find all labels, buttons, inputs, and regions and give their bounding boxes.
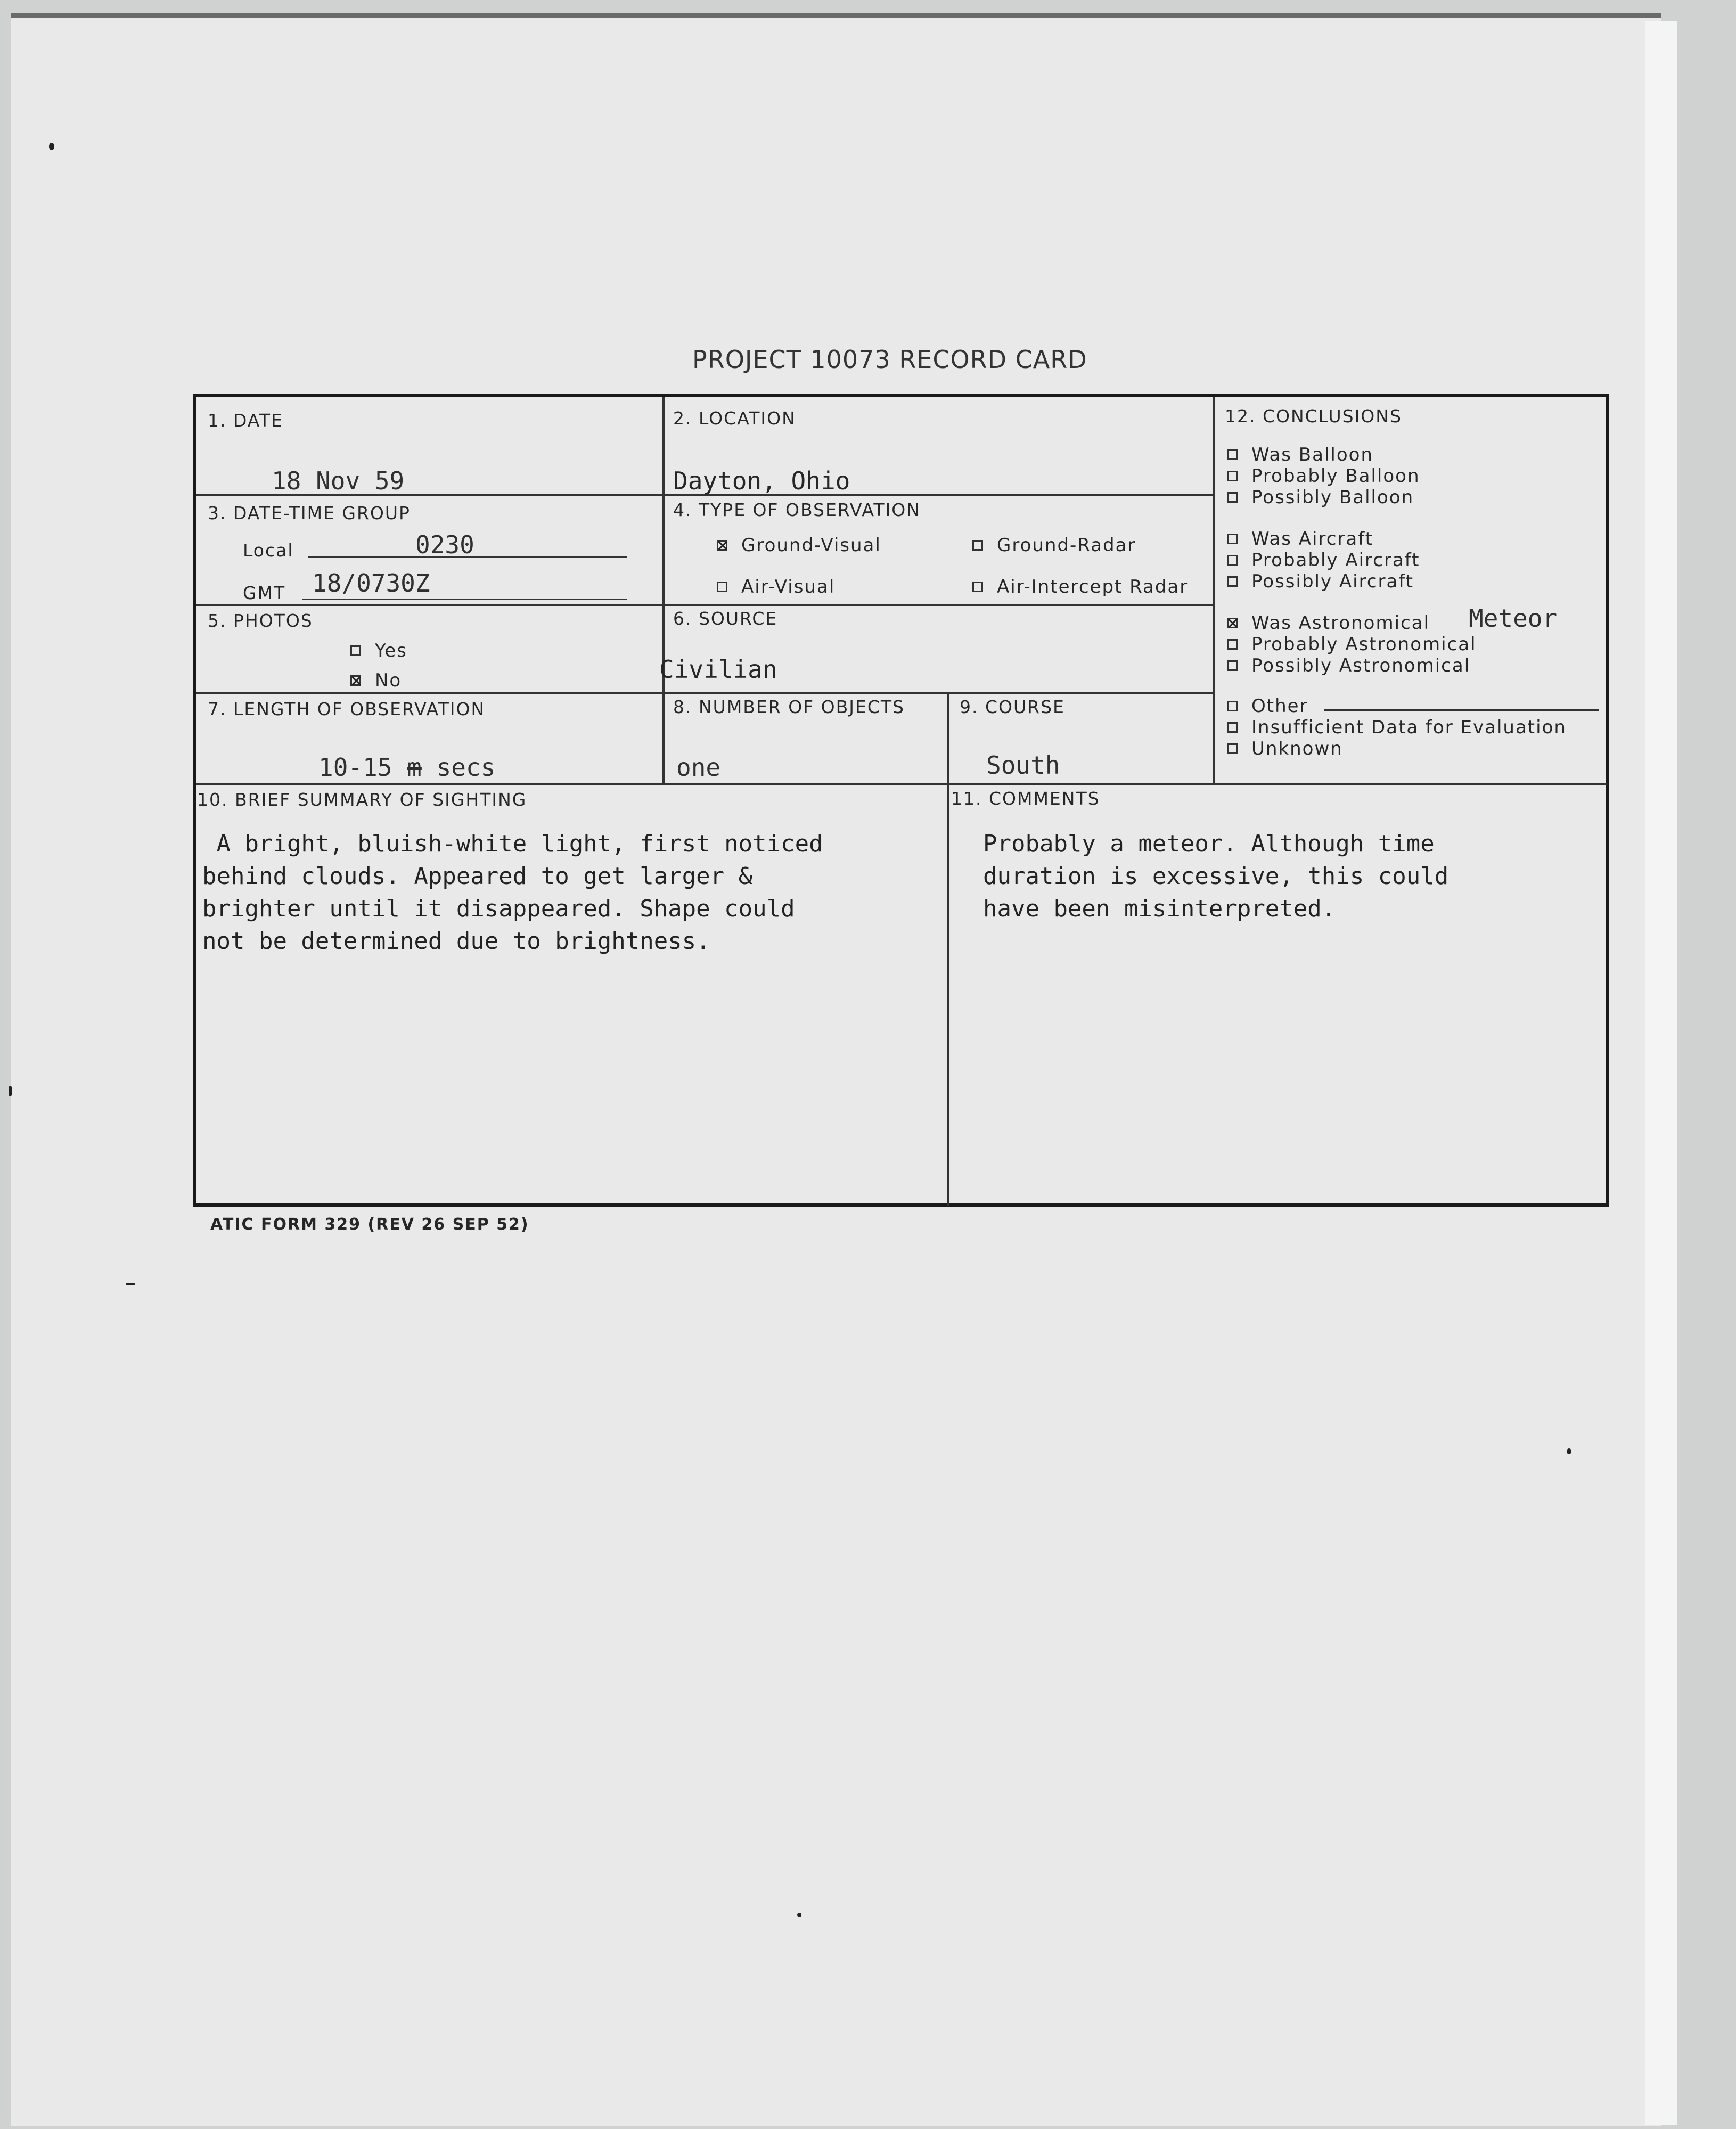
checkbox-icon[interactable] [972, 582, 983, 592]
course-label: 9. COURSE [960, 697, 1065, 717]
option-unknown[interactable]: Unknown [1227, 738, 1343, 759]
summary-text: A bright, bluish-white light, first noticed behind clouds. Appeared to get larger & brighter until it disappeared. Shape could not be determined due to brightness. [202, 830, 823, 955]
location-value: Dayton, Ohio [673, 466, 850, 495]
card-title: PROJECT 10073 RECORD CARD [692, 345, 1087, 374]
gmt-line [302, 599, 627, 600]
grid-line [662, 397, 665, 783]
gmt-value: 18/0730Z [312, 569, 430, 597]
summary-label: 10. BRIEF SUMMARY OF SIGHTING [197, 789, 527, 810]
gmt-label: GMT [243, 583, 286, 603]
speck [797, 1913, 801, 1917]
option-ground-visual[interactable]: Ground-Visual [717, 535, 881, 556]
checkbox-icon[interactable] [717, 582, 727, 592]
speck [1567, 1448, 1571, 1454]
observation-type-label: 4. TYPE OF OBSERVATION [673, 500, 921, 520]
course-value: South [986, 751, 1060, 780]
date-label: 1. DATE [208, 410, 283, 431]
local-time-value: 0230 [415, 530, 474, 559]
option-air-intercept-radar[interactable]: Air-Intercept Radar [972, 576, 1188, 597]
checkbox-icon[interactable] [717, 540, 727, 551]
source-value: Civilian [659, 655, 777, 684]
grid-line [1213, 397, 1215, 783]
option-possibly-astronomical[interactable]: Possibly Astronomical [1227, 655, 1470, 676]
checkbox-icon[interactable] [1227, 449, 1238, 460]
option-insufficient-data[interactable]: Insufficient Data for Evaluation [1227, 717, 1567, 738]
grid-line [196, 783, 1607, 785]
form-footer: ATIC FORM 329 (REV 26 SEP 52) [210, 1215, 529, 1234]
comments-text: Probably a meteor. Although time duration is excessive, this could have been misinterpreted. [983, 830, 1449, 922]
speck [9, 1086, 12, 1096]
checkbox-icon[interactable] [350, 675, 361, 686]
grid-line [196, 692, 1213, 694]
option-was-astronomical[interactable]: Was Astronomical [1227, 612, 1430, 634]
option-photos-yes[interactable]: Yes [350, 640, 407, 661]
checkbox-icon[interactable] [972, 540, 983, 551]
checkbox-icon[interactable] [1227, 471, 1238, 481]
struck-text: m [407, 753, 422, 782]
photos-label: 5. PHOTOS [208, 610, 313, 631]
checkbox-icon[interactable] [1227, 576, 1238, 587]
length-value: 10-15 m secs [318, 753, 496, 782]
other-line [1324, 709, 1599, 711]
option-other[interactable]: Other [1227, 695, 1308, 717]
option-air-visual[interactable]: Air-Visual [717, 576, 835, 597]
checkbox-icon[interactable] [1227, 492, 1238, 503]
grid-line [947, 692, 949, 1206]
checkbox-icon[interactable] [1227, 618, 1238, 628]
grid-line [196, 604, 1213, 606]
date-value: 18 Nov 59 [272, 466, 405, 495]
speck [126, 1283, 135, 1285]
length-label: 7. LENGTH OF OBSERVATION [208, 699, 486, 719]
location-label: 2. LOCATION [673, 408, 796, 429]
option-probably-astronomical[interactable]: Probably Astronomical [1227, 634, 1477, 655]
sheet-edge [1645, 21, 1677, 2125]
checkbox-icon[interactable] [1227, 660, 1238, 671]
option-ground-radar[interactable]: Ground-Radar [972, 535, 1136, 556]
option-possibly-aircraft[interactable]: Possibly Aircraft [1227, 571, 1414, 592]
checkbox-icon[interactable] [350, 645, 361, 656]
checkbox-icon[interactable] [1227, 743, 1238, 754]
checkbox-icon[interactable] [1227, 534, 1238, 544]
local-time-label: Local [243, 540, 294, 561]
option-probably-balloon[interactable]: Probably Balloon [1227, 465, 1420, 487]
option-probably-aircraft[interactable]: Probably Aircraft [1227, 550, 1420, 571]
checkbox-icon[interactable] [1227, 555, 1238, 566]
speck [49, 143, 54, 150]
option-was-aircraft[interactable]: Was Aircraft [1227, 528, 1373, 550]
checkbox-icon[interactable] [1227, 639, 1238, 650]
number-of-objects-label: 8. NUMBER OF OBJECTS [673, 697, 905, 717]
option-possibly-balloon[interactable]: Possibly Balloon [1227, 487, 1414, 508]
conclusions-label: 12. CONCLUSIONS [1225, 406, 1402, 427]
record-card [193, 394, 1609, 1207]
checkbox-icon[interactable] [1227, 701, 1238, 711]
number-of-objects-value: one [676, 753, 721, 782]
source-label: 6. SOURCE [673, 608, 778, 629]
checkbox-icon[interactable] [1227, 722, 1238, 733]
comments-label: 11. COMMENTS [951, 788, 1100, 809]
option-was-balloon[interactable]: Was Balloon [1227, 444, 1373, 465]
option-photos-no[interactable]: No [350, 670, 402, 691]
date-time-group-label: 3. DATE-TIME GROUP [208, 503, 411, 523]
astronomical-note: Meteor [1469, 604, 1558, 633]
